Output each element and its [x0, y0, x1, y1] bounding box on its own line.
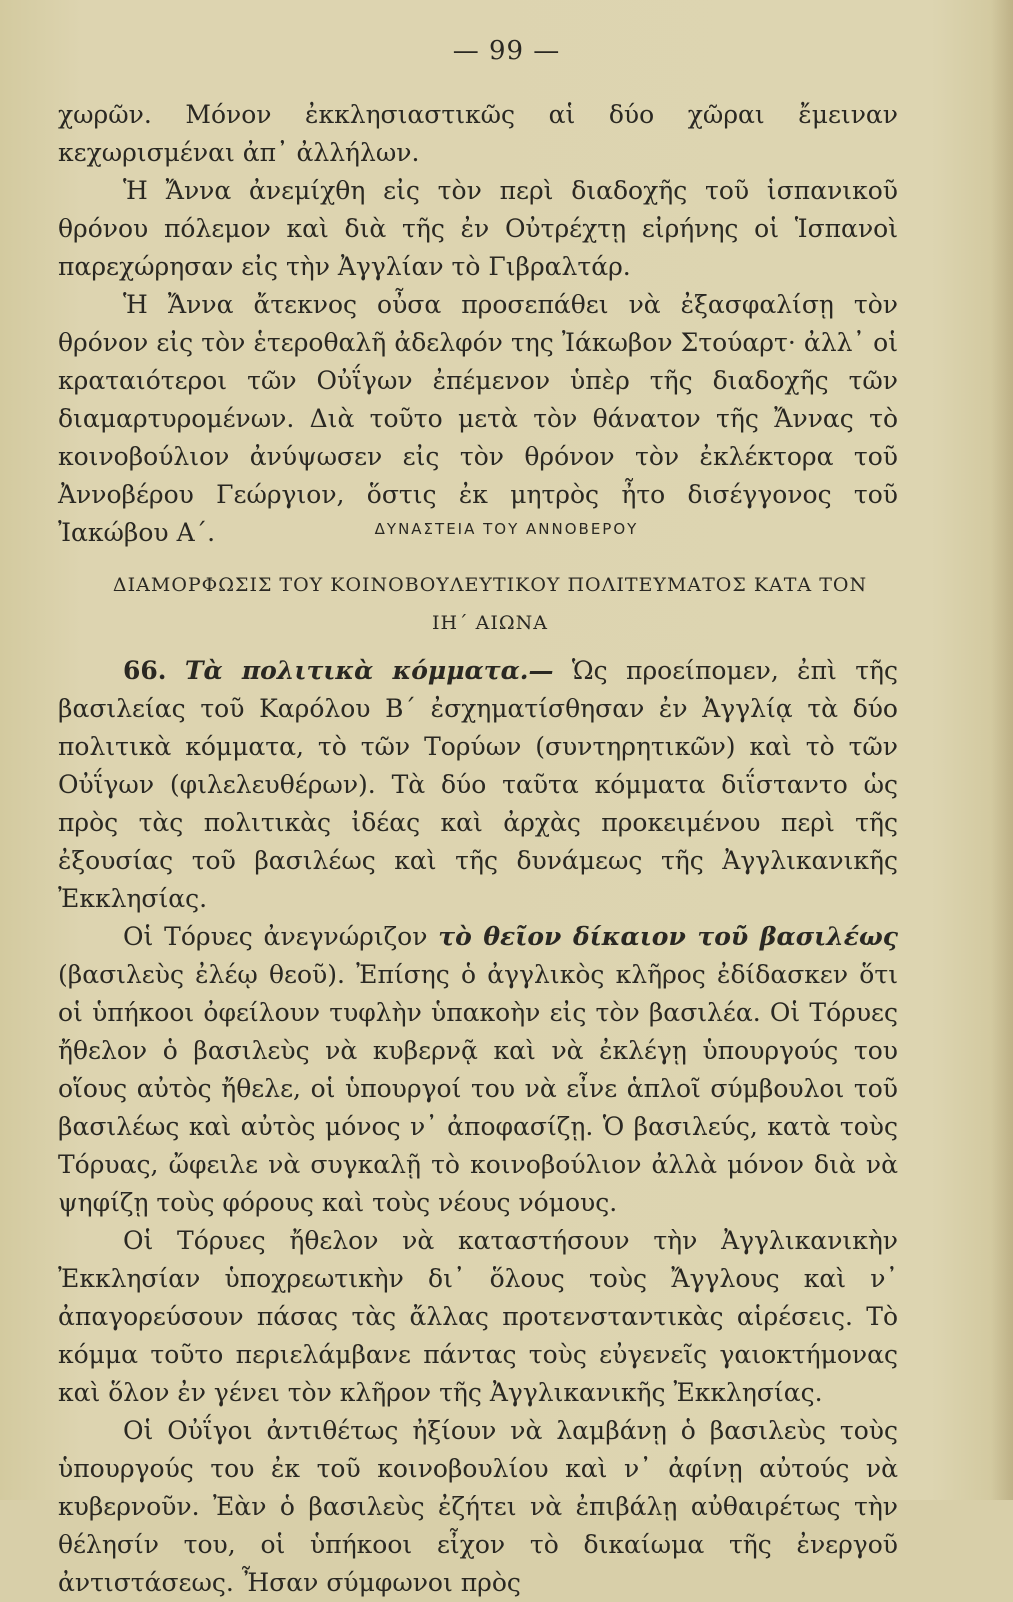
paragraph: Ἡ Ἄννα ἀνεμίχθη εἰς τὸν περὶ διαδοχῆς τοῦ ἱσπανικοῦ θρόνου πόλεμον καὶ διὰ τῆς ἐν Οὐτρέχτῃ εἰρήνης οἱ Ἱσπανοὶ παρεχώρησαν εἰς τὴν Ἀγγλίαν τὸ Γιβραλτάρ. [58, 176, 898, 281]
paragraph: χωρῶν. Μόνον ἐκκλησιαστικῶς αἱ δύο χῶραι ἔμειναν κεχωρισμέναι ἀπ᾿ ἀλλήλων. [58, 100, 898, 167]
section-text: Ὡς προείπομεν, ἐπὶ τῆς βασιλείας τοῦ Καρόλου Β΄ ἐσχηματίσθησαν ἐν Ἀγγλίᾳ τὰ δύο πολιτικὰ κόμματα, τὸ τῶν Τορύων (συντηρητικῶν) καὶ τὸ τῶν Οὐΐγων (φιλελευθέρων). Τὰ δύο ταῦτα κόμματα διΐσταντο ὡς πρὸς τὰς πολιτικὰς ἰδέας καὶ ἀρχὰς προκειμένου περὶ τῆς ἐξουσίας τοῦ βασιλέως καὶ τῆς δυνάμεως τῆς Ἀγγλικανικῆς Ἐκκλησίας. [58, 656, 898, 913]
paragraph-text: Οἱ Τόρυες ἀνεγνώριζον [123, 922, 439, 951]
paragraph: Οἱ Τόρυες ἤθελον νὰ καταστήσουν τὴν Ἀγγλικανικὴν Ἐκκλησίαν ὑποχρεωτικὴν δι᾿ ὅλους τοὺς Ἄγγλους καὶ ν᾿ ἀπαγορεύσουν πάσας τὰς ἄλλας προτενσταντικὰς αἱρέσεις. Τὸ κόμμα τοῦτο περιελάμβανε πάντας τοὺς εὐγενεῖς γαιοκτήμονας καὶ ὅλον ἐν γένει τὸν κλῆρον τῆς Ἀγγλικανικῆς Ἐκκλησίας. [58, 1226, 898, 1407]
paragraph-text: (βασιλεὺς ἐλέῳ θεοῦ). Ἐπίσης ὁ ἀγγλικὸς κλῆρος ἐδίδασκεν ὅτι οἱ ὑπήκοοι ὀφείλουν τυφλὴν ὑπακοὴν εἰς τὸν βασιλέα. Οἱ Τόρυες ἤθελον ὁ βασιλεὺς νὰ κυβερνᾷ καὶ νὰ ἐκλέγῃ ὑπουργούς του οἵους αὐτὸς ἤθελε, οἱ ὑπουργοί του νὰ εἶνε ἁπλοῖ σύμβουλοι τοῦ βασιλέως καὶ αὐτὸς μόνος ν᾿ ἀποφασίζῃ. Ὁ βασιλεύς, κατὰ τοὺς Τόρυας, ὤφειλε νὰ συγκαλῇ τὸ κοινοβούλιον ἀλλὰ μόνον διὰ νὰ ψηφίζῃ τοὺς φόρους καὶ τοὺς νέους νόμους. [58, 960, 898, 1217]
section-paragraph [58, 652, 898, 918]
page-edge-shadow [991, 0, 1013, 1500]
paragraph [58, 918, 898, 1222]
chapter-heading-line: ΙΗ΄ ΑΙΩΝΑ [432, 612, 548, 634]
chapter-heading-line: ΔΙΑΜΟΡΦΩΣΙΣ ΤΟΥ ΚΟΙΝΟΒΟΥΛΕΥΤΙΚΟΥ ΠΟΛΙΤΕΥΜΑΤΟΣ ΚΑΤΑ ΤΟΝ [112, 574, 868, 596]
dynasty-heading: ΔΥΝΑΣΤΕΙΑ ΤΟΥ ΑΝΝΟΒΕΡΟΥ [374, 520, 639, 538]
page-number: — 99 — [452, 36, 561, 66]
paragraph: Ἡ Ἄννα ἄτεκνος οὖσα προσεπάθει νὰ ἐξασφαλίσῃ τὸν θρόνον εἰς τὸν ἑτεροθαλῆ ἀδελφόν της Ἰάκωβον Στούαρτ· ἀλλ᾿ οἱ κραταιότεροι τῶν Οὐΐγων ἐπέμενον ὑπὲρ τῆς διαδοχῆς τῶν διαμαρτυρομένων. Διὰ τοῦτο μετὰ τὸν θάνατον τῆς Ἄννας τὸ κοινοβούλιον ἀνύψωσεν εἰς τὸν θρόνον τὸν ἐκλέκτορα τοῦ Ἀννοβέρου Γεώργιον, ὅστις ἐκ μητρὸς ἦτο δισέγγονος τοῦ Ἰακώβου Α΄. [58, 290, 898, 547]
section-title: Τὰ πολιτικὰ κόμματα.— [184, 656, 554, 685]
emphasis-text: τὸ θεῖον δίκαιον τοῦ βασιλέως [438, 922, 898, 951]
section-number: 66. [123, 656, 167, 685]
paragraph: Οἱ Οὐΐγοι ἀντιθέτως ἠξίουν νὰ λαμβάνῃ ὁ βασιλεὺς τοὺς ὑπουργούς του ἐκ τοῦ κοινοβουλίου καὶ ν᾿ ἀφίνῃ αὐτούς νὰ κυβερνοῦν. Ἐὰν ὁ βασιλεὺς ἐζήτει νὰ ἐπιβάλῃ αὐθαιρέτως τὴν θέλησίν του, οἱ ὑπήκοοι εἶχον τὸ δικαίωμα τῆς ἐνεργοῦ ἀντιστάσεως. Ἦσαν σύμφωνοι πρὸς [58, 1416, 898, 1597]
chapter-heading [40, 566, 940, 642]
text-block-section [58, 652, 898, 1602]
text-block-top [58, 96, 898, 552]
